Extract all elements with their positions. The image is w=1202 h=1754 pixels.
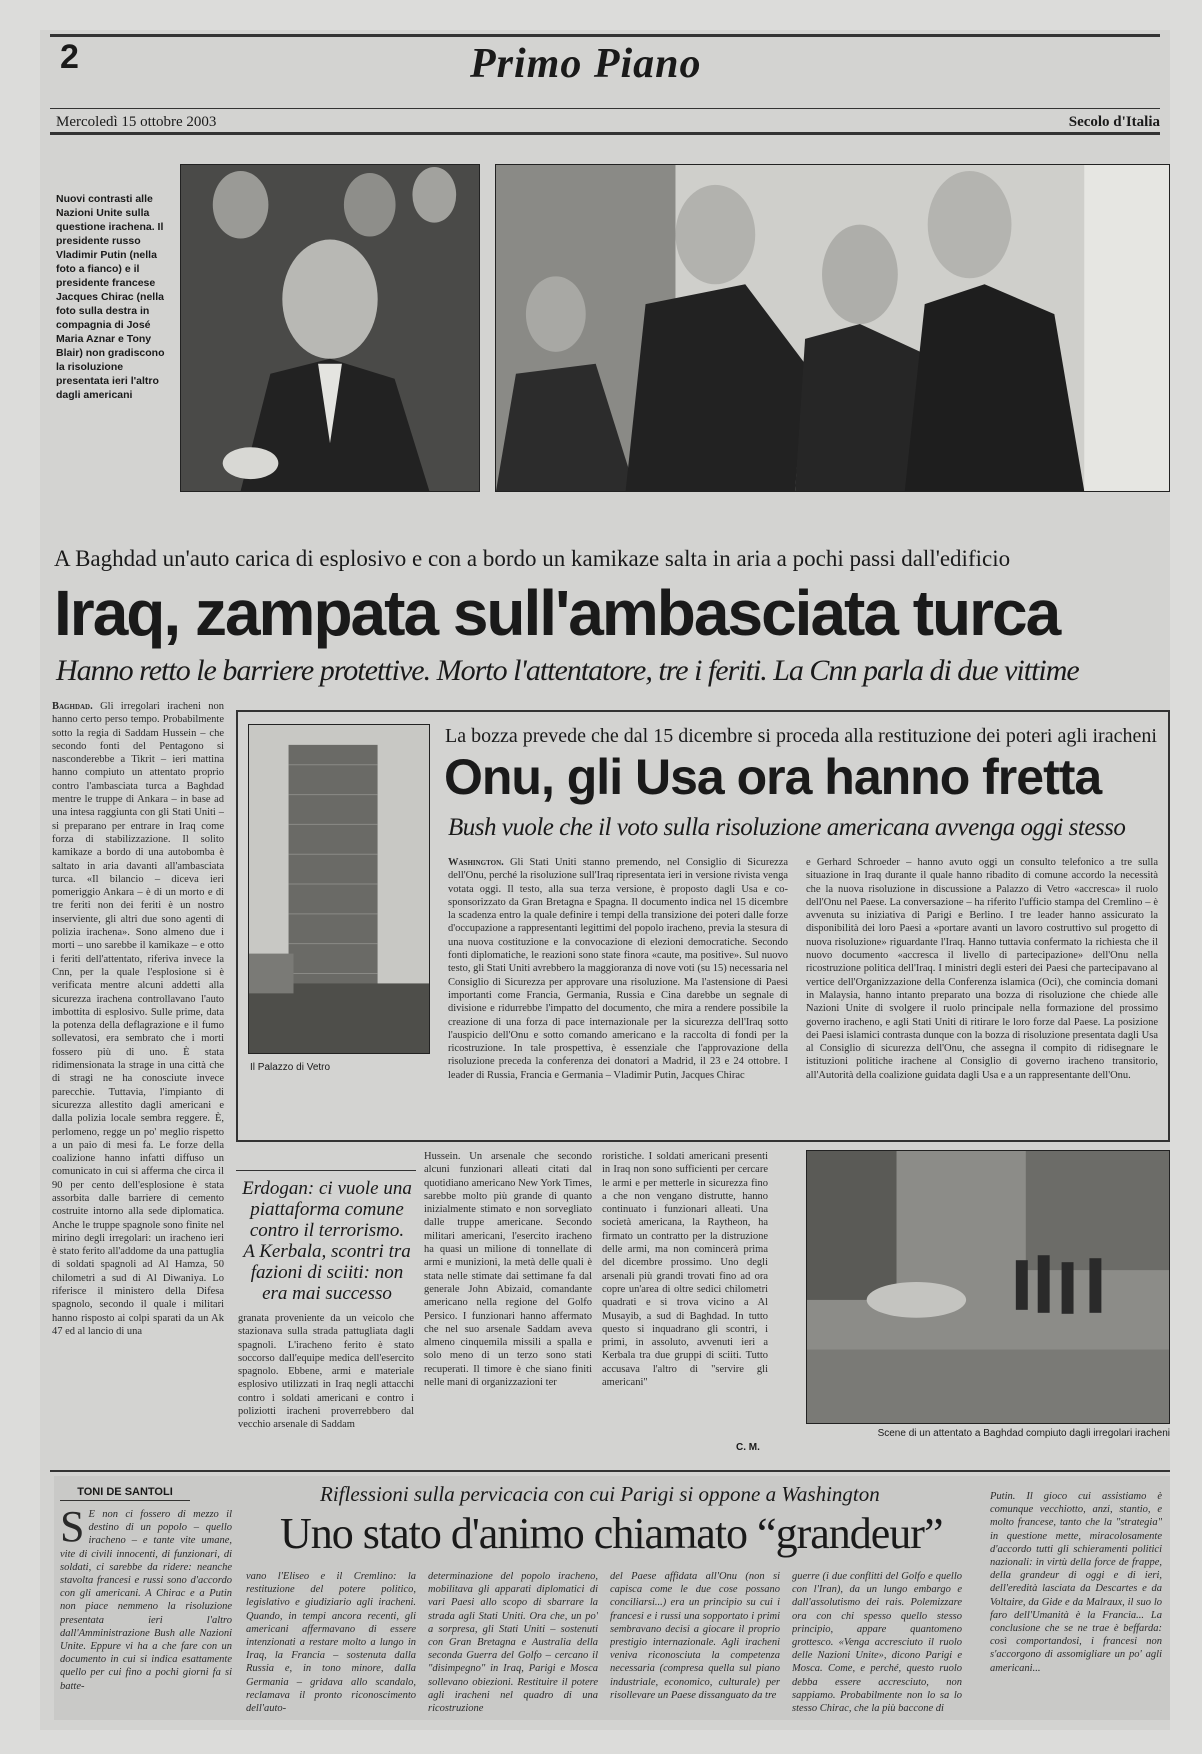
main-kicker: A Baghdad un'auto carica di esplosivo e con a bordo un kamikaze salta in aria a pochi passi dall'edificio bbox=[54, 546, 1011, 571]
erdogan-pullquote: Erdogan: ci vuole una piattaforma comune contro il terrorismo. A Kerbala, scontri tra fazioni di sciiti: non era mai successo bbox=[242, 1178, 412, 1304]
main-story-column-2: granata proveniente da un veicolo che stazionava sulla strada pattugliata dagli spagnoli. L'iracheno ferito è stato soccorso dall'equipe medica dell'esercito spagnolo. Ebbene, armi e materiale esplosivo utilizzati in Iraq negli attacchi contro i soldati americani e contro i poliziotti iracheni proverrebbero dal vecchio arsenale di Saddam bbox=[238, 1313, 414, 1431]
photo-side-caption: Nuovi contrasti alle Nazioni Unite sulla questione irachena. Il presidente russo Vladimir Putin (nella foto a fianco) e il presidente francese Jacques Chirac (nella foto sulla destra in compagnia di José Maria Aznar e Tony Blair) non gradiscono la risoluzione presentata ieri l'altro dagli americani bbox=[56, 193, 165, 401]
opinion-column-2: vano l'Eliseo e il Cremlino: la restituzione del potere politico, legislativo e giudiziario agli iracheni. Quando, in tempi ancora recenti, gli americani affermavano di essere intenzionati a restare molto a lungo in Iraq, la Francia – sostenuta dalla Russia e, in tono minore, dalla Germania – gridava allo scandalo, reclamava il pronto riconoscimento dell'auto- bbox=[246, 1571, 416, 1714]
top-rule bbox=[50, 34, 1160, 37]
section-title: Primo Piano bbox=[470, 41, 702, 87]
opinion-rule bbox=[50, 1470, 1170, 1472]
putin-photo bbox=[180, 164, 480, 492]
onu-column-1 bbox=[448, 856, 788, 1132]
opinion-column-4: del Paese affidata all'Onu (non si capisca come le due cose possano conciliarsi...) era un principio su cui i francesi e i russi una sopportato i primi sembravano decisi a giocare il proprio prestigio internazionale. Agli iracheni veniva riconosciuta la competenza necessaria (compresa quella sul piano industriale, economico, culturale) per risollevare un Paese dissanguato da tre bbox=[610, 1571, 780, 1701]
opinion-column-1 bbox=[60, 1508, 232, 1714]
newspaper-page bbox=[40, 30, 1170, 1730]
onu-column-2: e Gerhard Schroeder – hanno avuto oggi un consulto telefonico a tre sulla situazione in Iraq durante il quale hanno ribadito di comune accordo la necessità che la nuova risoluzione in discussione a Palazzo di Vetro «accresca» il ruolo dell'Onu nel Paese. La conversazione – ha riferito l'ufficio stampa del Cremlino – è avvenuta su iniziativa di Parigi e Berlino. I tre leader hanno assicurato la disponibilità dei loro Paesi a «portare avanti un lavoro costruttivo sul progetto di nuova risoluzione» riguardante l'Iraq. Hanno tuttavia confermato la richiesta che il nuovo documento «accresca il livello di partecipazione» dell'Onu nella ricostruzione politica dell'Iraq. I ministri degli esteri dei Paesi che partecipavano al vertice dell'Organizzazione della Conferenza islamica (Oci), che comincia domani in Malaysia, hanno intanto preparato una bozza di risoluzione che chiede alle Nazioni Unite di svolgere il ruolo principale nella formazione del prossimo governo iracheno, e agli Stati Uniti di ritirare le loro forze dal Paese. La posizione dei Paesi islamici contrasta dunque con la bozza di risoluzione presentata dagli Usa al Consiglio di sicurezza dell'Onu, che assegna il compito di ridisegnare le istituzioni politiche irachene al Consiglio di governo iracheno transitorio, all'Autorità della coalizione guidata dagli Usa e a un rappresentante dell'Onu. bbox=[806, 857, 1158, 1081]
main-dateline: Baghdad. bbox=[52, 701, 93, 712]
page-number: 2 bbox=[60, 38, 79, 76]
baghdad-attack-photo bbox=[806, 1150, 1170, 1424]
opinion-headline: Uno stato d'animo chiamato “grandeur” bbox=[280, 1509, 943, 1558]
onu-kicker: La bozza prevede che dal 15 dicembre si proceda alla restituzione dei poteri agli iracheni bbox=[445, 725, 1157, 747]
newspaper-name: Secolo d'Italia bbox=[1068, 114, 1160, 130]
main-signature: C. M. bbox=[736, 1442, 760, 1453]
onu-subheadline: Bush vuole che il voto sulla risoluzione americana avvenga oggi stesso bbox=[448, 814, 1126, 841]
opinion-col1-text: E non ci fossero di mezzo il destino di un popolo – quello iracheno – e tante vite umane, vite di civili innocenti, di funzionari, di soldati, ci sarebbe da ridere: neanche stavolta francesi e russi sono d'accordo con gli americani. A Chirac e a Putin non piace nemmeno la risoluzione presentata ieri l'altro dall'Amministrazione Bush alle Nazioni Unite. Eppure vi ha a che fare con un documento in cui si indica esattamente quello per cui fino a pochi giorni fa si batte- bbox=[60, 1509, 232, 1692]
main-subheadline: Hanno retto le barriere protettive. Morto l'attentatore, tre i feriti. La Cnn parla di due vittime bbox=[56, 654, 1079, 687]
main-col1-text: Gli irregolari iracheni non hanno certo perso tempo. Probabilmente sotto la regia di Saddam Hussein – che secondo fonti del Pentagono si nasconderebbe a Tikrit – ieri mattina hanno compiuto un attentato proprio contro l'ambasciata turca a Baghdad mentre le truppe di Ankara – in base ad una intesa raggiunta con gli Stati Uniti – si preparano per entrare in Iraq come forza di stabilizzazione. Il solito kamikaze a bordo di una autobomba è saltato in aria davanti all'ambasciata turca. «Il bilancio – diceva ieri pomeriggio Ankara – è di un morto e di tre feriti non dei feriti è un nostro inserviente, gli altri due sono agenti di polizia irachena». Sono almeno due i morti – uno sarebbe il kamikaze – e otto i feriti dell'attentato, riferiva invece la Cnn, per la quale l'esplosione si è verificata mentre alcuni addetti alla sicurezza irachena controllavano l'auto imbottita di esplosivo. Sulle prime, data la potenza della deflagrazione e il fumo sollevatosi, era sembrato che i morti fossero più di uno. È stata ridimensionata la strage in una città che di stragi ne ha conosciute invece parecchie. Tuttavia, l'impianto di sicurezza allestito dagli americani e dalla polizia locale sembra reggere. È, perlomeno, regge un po' meglio rispetto a un paio di mesi fa. Le forze della coalizione hanno infatti diffuso un comunicato in cui si afferma che circa il 90 per cento dell'esplosione è stata assorbita dalle barriere di cemento costruite intorno alla sede diplomatica. Anche le truppe spagnole sono finite nel mirino degli irregolari: un iracheno ieri è stato ferito all'addome da una pattuglia di soldati spagnoli ad Al Hamza, 50 chilometri a sud di Al Diwaniya. Lo riferisce il ministero della Difesa spagnolo, secondo il quale i militari hanno risposto ai colpi sparati da un Ak 47 ed al lancio di una bbox=[52, 701, 224, 1337]
onu-dateline: Washington. bbox=[448, 857, 504, 868]
opinion-column-5: guerre (i due conflitti del Golfo e quello con l'Iran), da un lungo embargo e dall'assolutismo dei rais. Polemizzare ora con chi spesso quello stesso principio, appare quantomeno grottesco. «Venga accresciuto il ruolo delle Nazioni Unite», dicono Parigi e Mosca. Come, e perché, questo ruolo debba essere accresciuto, non sappiamo. Probabilmente non lo sa lo stesso Chirac, che la più baccone di bbox=[792, 1571, 962, 1714]
masthead-rule bbox=[50, 108, 1160, 109]
main-story-column-3: Hussein. Un arsenale che secondo alcuni funzionari alleati citati dal quotidiano americano New York Times, sarebbe molto più grande di quanto inizialmente stimato e non sorvegliato dalle truppe americane. Secondo militari americani, l'esercito iracheno ha quasi un milione di tonnellate di armi e munizioni, la metà delle quali è stata nelle stimate dai settimane fa dal generale John Abizaid, comandante americano nella regione del Golfo Persico. I funzionari hanno affermato che nel suo arsenale Saddam aveva almeno cinquemila missili a spalla e solo meno di un terzo sono stati recuperati. Il timore è che siano finiti nelle mani di organizzazioni ter bbox=[424, 1151, 592, 1389]
opinion-column-3: determinazione del popolo iracheno, mobilitava gli apparati diplomatici di vari Paesi allo scopo di sbarrare la strada agli Stati Uniti. Ora che, un po' a sorpresa, gli Stati Uniti – sostenuti con Gran Bretagna e Australia della seconda Guerra del Golfo – cercano il "disimpegno" in Iraq, Parigi e Mosca sollevano obiezioni. Restituire il potere agli iracheni nel quadro di una ricostruzione bbox=[428, 1571, 598, 1714]
opinion-author: TONI DE SANTOLI bbox=[60, 1486, 190, 1501]
onu-col1-text: Gli Stati Uniti stanno premendo, nel Consiglio di Sicurezza dell'Onu, perché la risoluzione sull'Iraq ripresentata ieri in versione rivista venga votata oggi. Il testo, alla sua terza versione, è proposto dagli Usa e co-sponsorizzato da Gran Bretagna e Spagna. Il documento indica nel 15 dicembre la scadenza entro la quale definire i tempi della transizione dei poteri dalle forze d'occupazione a rappresentanti legittimi del popolo iracheno, previa la stesura di una nuova costituzione e la convocazione di elezioni democratiche. Secondo fonti diplomatiche, le reazioni sono state finora «caute, ma positive». Sul nuovo testo, gli Stati Uniti avrebbero la maggioranza di nove voti (su 15) necessaria nel Consiglio di Sicurezza per approvare una risoluzione. Ma l'astensione di Paesi importanti come Francia, Germania, Russia e Cina darebbe un segnale di divisione e ridurrebbe l'impatto del documento, che mira a rendere possibile la creazione di una forza di pace internazionale per la sicurezza dell'Iraq sotto l'auspicio dell'Onu e sotto comando americano e la raccolta di fondi per la ricostruzione. In tale prospettiva, è essenziale che l'approvazione della risoluzione preceda la conferenza dei donatori a Madrid, il 23 e 24 ottobre. I leader di Russia, Francia e Germania – Vladimir Putin, Jacques Chirac bbox=[448, 857, 788, 1081]
opinion-column-6: Putin. Il gioco cui assistiamo è comunque vecchiotto, anzi, stantio, e molto francese, tanto che la "strategia" in questione mette, miracolosamente d'accordo tutti gli schieramenti politici nazionali: in virtù della force de frappe, della grandeur di oggi e di ieri, dell'eredità lasciata da Descartes e da Voltaire, da Gide e da Malraux, il suo lo faro dell'Umanità è la Francia... La conclusione che se ne trae è beffarda: così comportandosi, i francesi non s'accorgono di assomigliare un po' agli americani... bbox=[990, 1491, 1162, 1674]
main-story-column-4: roristiche. I soldati americani presenti in Iraq non sono sufficienti per cercare le armi e per metterle in sicurezza fino a che non vengano distrutte, hanno continuato i funzionari alleati. Una società americana, la Raytheon, ha firmato un contratto per la distruzione delle armi, ma non comincerà prima del dicembre prossimo. Uno degli arsenali più grandi trovati fino ad ora copre un'area di oltre sedici chilometri quadrati e si trova vicino a Al Musayib, a sud di Baghdad. In tutto questo si inquadrano gli scontri, i primi, in assoluto, avvenuti ieri a Kerbala tra due gruppi di sciiti. Tutto accusava l'altro di "servire gli americani" bbox=[602, 1151, 768, 1389]
opinion-kicker: Riflessioni sulla pervicacia con cui Parigi si oppone a Washington bbox=[320, 1482, 880, 1506]
baghdad-photo-caption: Scene di un attentato a Baghdad compiuto dagli irregolari iracheni bbox=[877, 1428, 1170, 1439]
onu-headline: Onu, gli Usa ora hanno fretta bbox=[444, 749, 1102, 805]
opinion-dropcap: S bbox=[60, 1508, 85, 1551]
erdogan-rule bbox=[236, 1170, 416, 1171]
un-photo-caption: Il Palazzo di Vetro bbox=[250, 1062, 331, 1073]
issue-date: Mercoledì 15 ottobre 2003 bbox=[56, 114, 217, 130]
main-story-column-1 bbox=[52, 700, 224, 1452]
main-headline: Iraq, zampata sull'ambasciata turca bbox=[54, 577, 1060, 649]
un-building-photo bbox=[248, 724, 430, 1054]
chirac-aznar-blair-photo bbox=[495, 164, 1170, 492]
masthead-bottom-rule bbox=[50, 132, 1160, 135]
